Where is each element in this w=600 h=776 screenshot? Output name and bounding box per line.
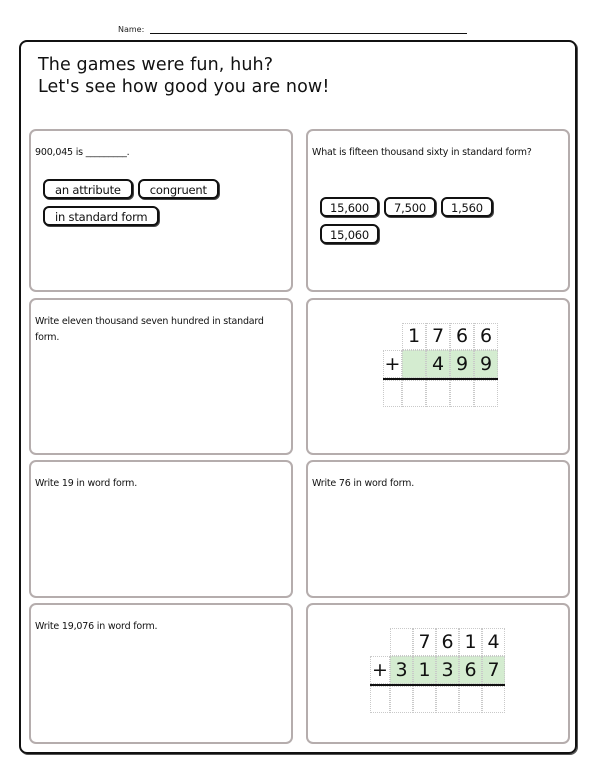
digit-cell: 1: [402, 323, 426, 350]
question-card-4: [306, 298, 570, 455]
digit-cell: 3: [436, 656, 459, 684]
choice-button[interactable]: 15,060: [320, 224, 379, 244]
choice-button[interactable]: an attribute: [43, 179, 133, 199]
question-card-1: [29, 129, 293, 292]
digit-cell: [390, 628, 413, 656]
digit-cell: 9: [474, 350, 498, 378]
answer-cell[interactable]: [413, 686, 436, 713]
digit-cell: 6: [474, 323, 498, 350]
answer-cell[interactable]: [426, 380, 450, 407]
worksheet-title: [38, 54, 329, 98]
digit-cell: 3: [390, 656, 413, 684]
choice-button[interactable]: congruent: [138, 179, 219, 199]
name-field-row: [118, 24, 467, 34]
name-input-line[interactable]: [150, 24, 467, 34]
answer-choices: [320, 197, 530, 244]
title-line-2: Let's see how good you are now!: [38, 77, 330, 97]
question-text: 900,045 is _________.: [35, 147, 130, 158]
title-line-1: The games were fun, huh?: [38, 55, 274, 75]
answer-cell[interactable]: [474, 380, 498, 407]
choice-button[interactable]: 1,560: [441, 197, 493, 217]
digit-cell: 6: [459, 656, 482, 684]
choice-button[interactable]: in standard form: [43, 206, 159, 226]
question-card-7: [29, 603, 293, 744]
digit-cell: 4: [482, 628, 505, 656]
operator-cell: +: [370, 656, 390, 684]
answer-cell[interactable]: [450, 380, 474, 407]
question-card-8: [306, 603, 570, 744]
digit-cell: 6: [436, 628, 459, 656]
digit-cell: 6: [450, 323, 474, 350]
question-card-6: [306, 460, 570, 598]
digit-cell: 1: [459, 628, 482, 656]
question-text: Write eleven thousand seven hundred in standard form.: [35, 316, 264, 343]
digit-cell: 4: [426, 350, 450, 378]
choice-button[interactable]: 7,500: [384, 197, 436, 217]
answer-cell[interactable]: [436, 686, 459, 713]
answer-cell[interactable]: [482, 686, 505, 713]
answer-cell[interactable]: [383, 380, 402, 407]
answer-cell[interactable]: [402, 380, 426, 407]
digit-cell: 7: [426, 323, 450, 350]
question-card-2: [306, 129, 570, 292]
operator-cell: +: [383, 350, 402, 378]
question-text: Write 19,076 in word form.: [35, 621, 158, 632]
digit-cell: [402, 350, 426, 378]
answer-cell[interactable]: [390, 686, 413, 713]
digit-cell: 7: [482, 656, 505, 684]
question-text: Write 19 in word form.: [35, 478, 138, 489]
answer-cell[interactable]: [370, 686, 390, 713]
answer-cell[interactable]: [459, 686, 482, 713]
choice-button[interactable]: 15,600: [320, 197, 379, 217]
answer-choices: [43, 179, 273, 226]
question-text: Write 76 in word form.: [312, 478, 415, 489]
question-text: What is fifteen thousand sixty in standard form?: [312, 147, 532, 158]
question-card-5: [29, 460, 293, 598]
digit-cell: 1: [413, 656, 436, 684]
digit-cell: 7: [413, 628, 436, 656]
name-label: Name:: [118, 25, 145, 34]
digit-cell: 9: [450, 350, 474, 378]
question-card-3: [29, 298, 293, 455]
